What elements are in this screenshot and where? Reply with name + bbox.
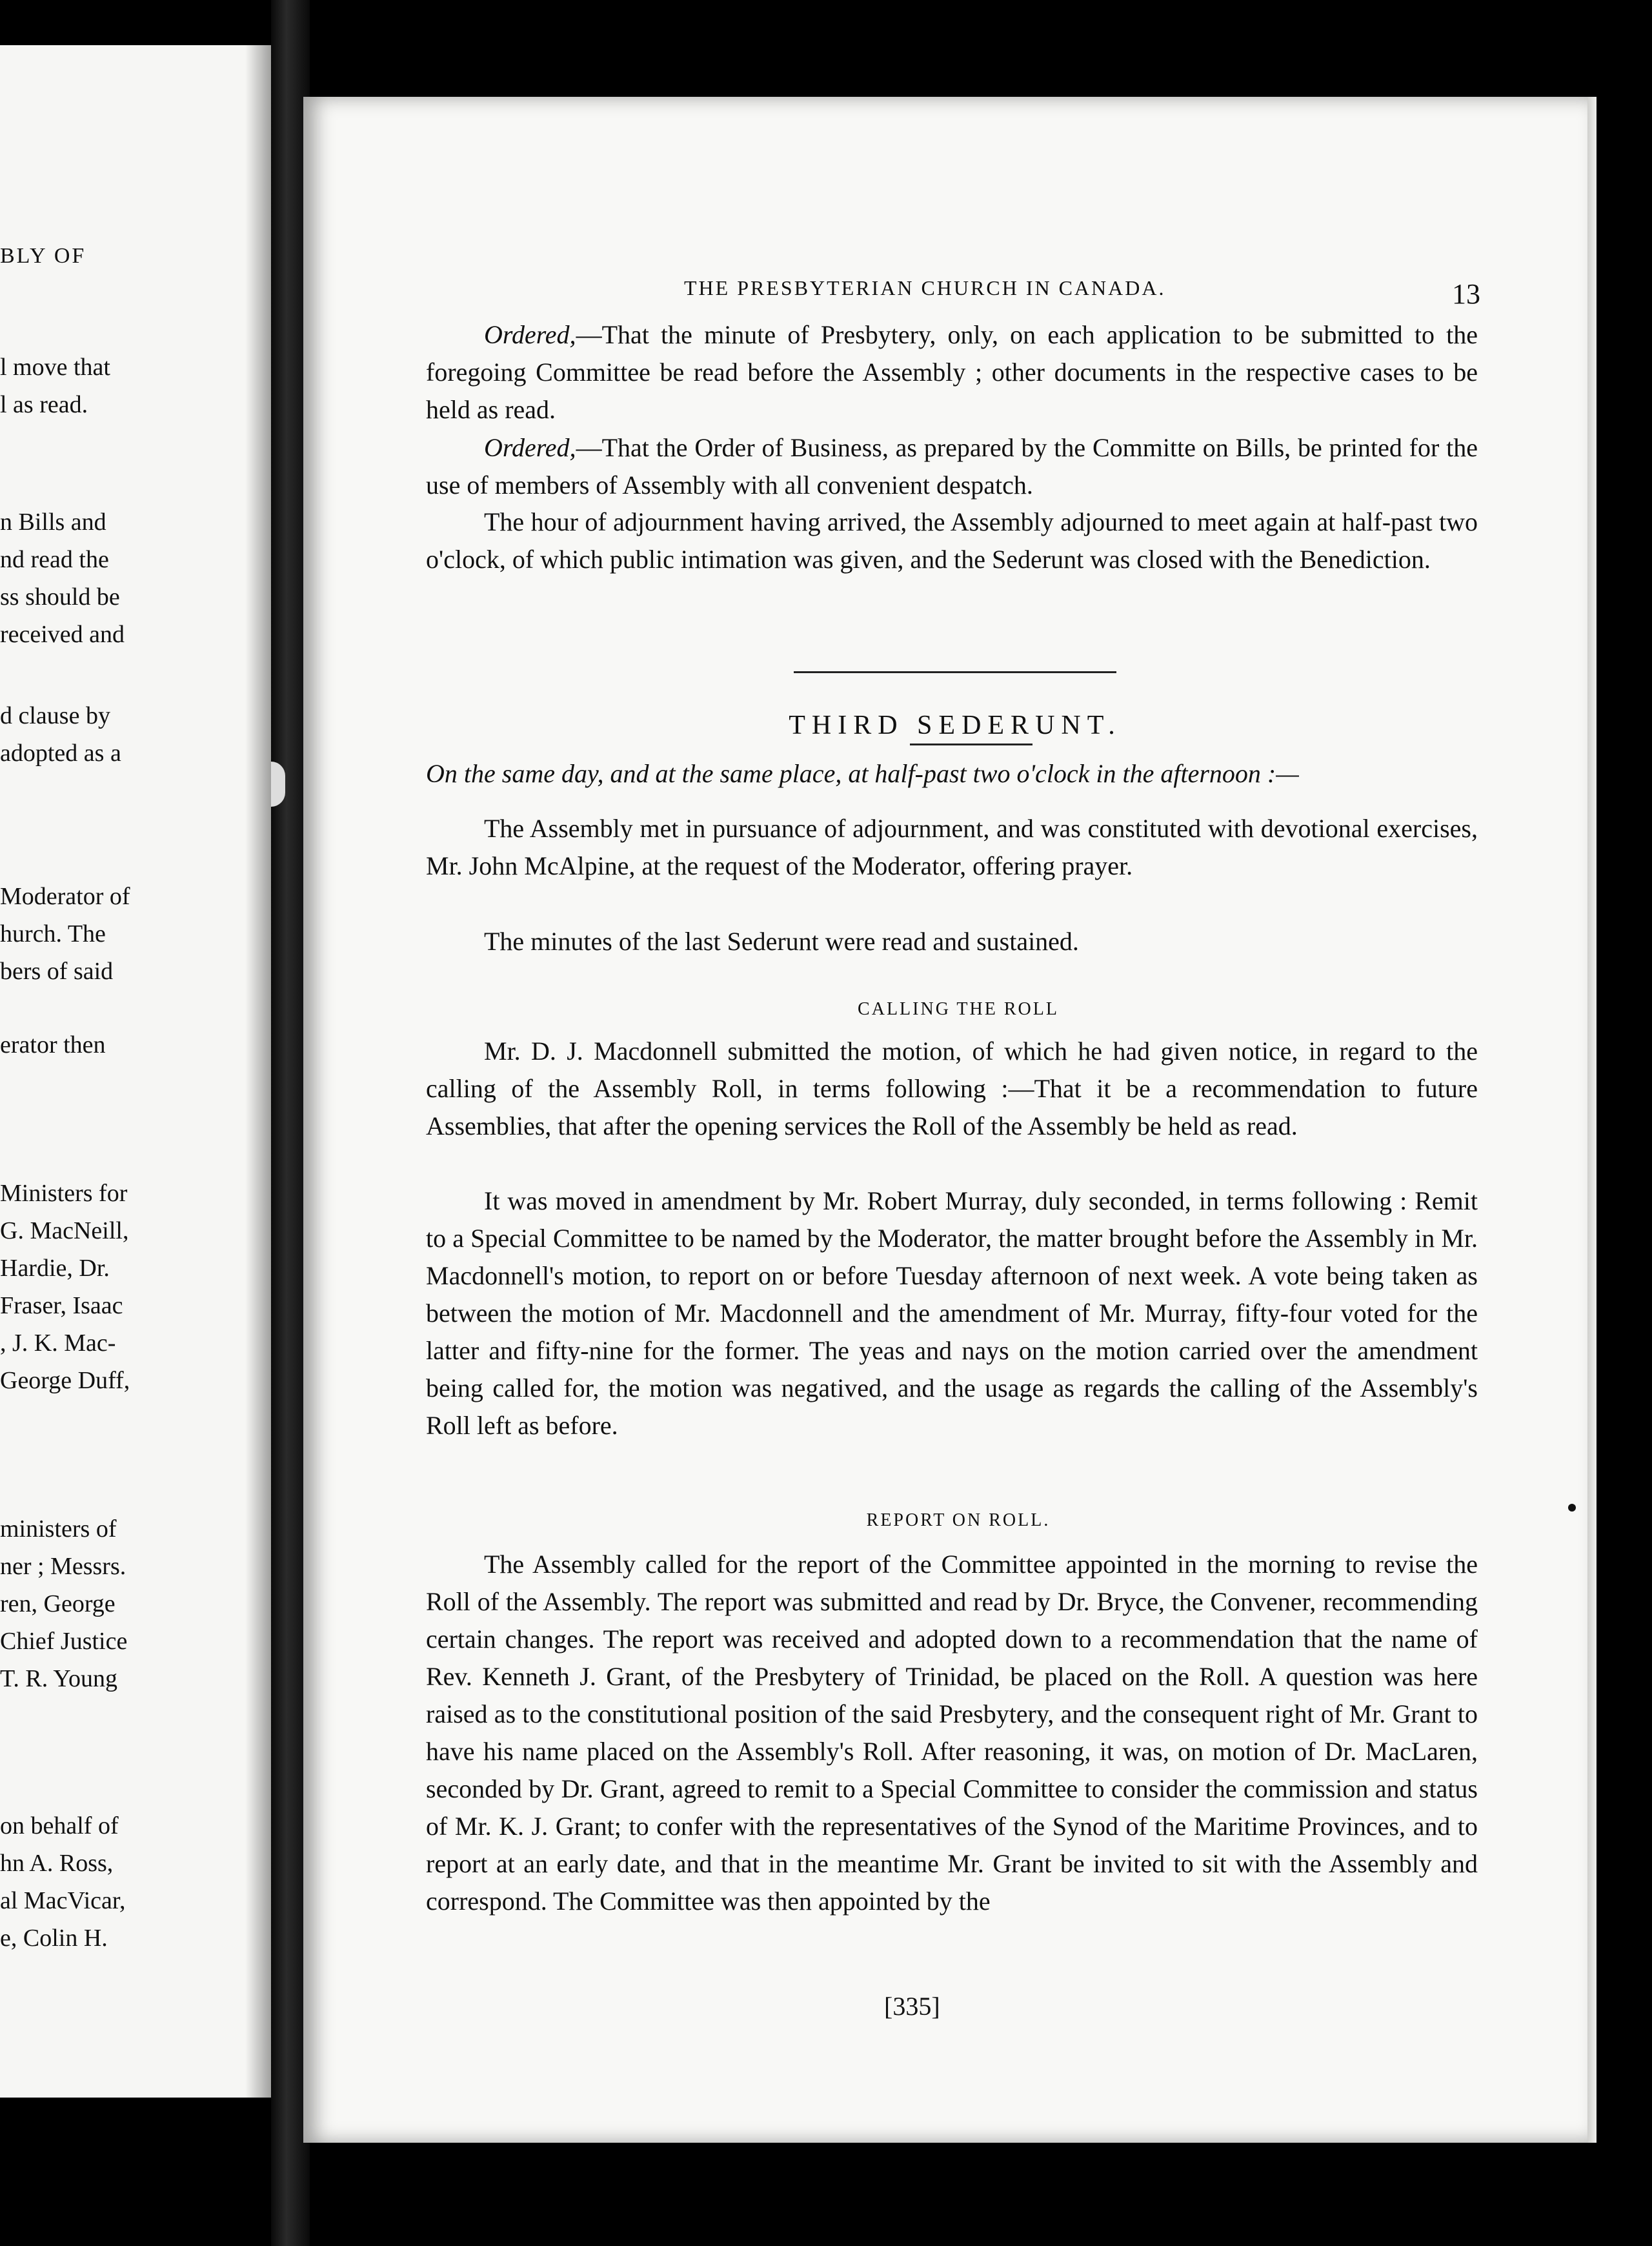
footer-page-marker: [335] xyxy=(884,1992,940,2021)
running-head: THE PRESBYTERIAN CHURCH IN CANADA. xyxy=(684,276,1166,299)
page-number: 13 xyxy=(1452,278,1480,310)
left-line: George Duff, xyxy=(0,1367,130,1394)
left-line: hn A. Ross, xyxy=(0,1850,114,1877)
left-line: Fraser, Isaac xyxy=(0,1292,123,1319)
title-underline xyxy=(910,744,1032,745)
paragraph-report-roll: The Assembly called for the report of the Committee appointed in the morning to revise the Roll of the Assembly. The report was submitted and read by Dr. Bryce, the Convener, recommending certain changes. The report was received and adopted down to a recommendation that the name of Rev. Kenneth J. Grant, of the Presbytery of Trinidad, be placed on the Roll. A question was here raised as to the constitutional position of the said Presbytery, and the consequent right of Mr. Grant to have his name placed on the Assembly's Roll. After reasoning, it was, on motion of Dr. MacLaren, seconded by Dr. Grant, agreed to remit to a Special Committee to consider the commission and status of Mr. K. J. Grant; to confer with the representatives of the Synod of the Maritime Provinces, and to report at an early date, and that in the meantime Mr. Grant be invited to sit with the Assembly and correspond. The Committee was then appointed by the xyxy=(426,1550,1478,1916)
spine-notch xyxy=(271,762,285,807)
left-line: Moderator of xyxy=(0,883,130,910)
paragraph-assembly-met: The Assembly met in pursuance of adjournment, and was constituted with devotional exercises, Mr. John McAlpine, at the request of the Moderator, offering prayer. xyxy=(426,814,1478,880)
left-line: ren, George xyxy=(0,1590,116,1617)
left-line: BLY OF xyxy=(0,244,86,268)
paragraph-adjournment: The hour of adjournment having arrived, the Assembly adjourned to meet again at half-past two o'clock, of which public intimation was given, and the Sederunt was closed with the Benediction. xyxy=(426,507,1478,574)
left-line: Hardie, Dr. xyxy=(0,1255,110,1282)
left-line: adopted as a xyxy=(0,740,121,767)
page-edge xyxy=(1587,97,1597,2143)
left-page-fragment xyxy=(0,45,271,2098)
subheading-calling-roll: CALLING THE ROLL xyxy=(858,999,1059,1019)
left-line: on behalf of xyxy=(0,1812,119,1839)
left-line: received and xyxy=(0,621,125,648)
paragraph-ordered-2 xyxy=(426,429,1478,504)
page-shadow xyxy=(245,45,271,2098)
left-line: hurch. The xyxy=(0,920,106,947)
paragraph-text: —That the minute of Presbytery, only, on each application to be submitted to the foregoing Committee be read before the Assembly ; other documents in the respective cases to be held as read. xyxy=(426,320,1478,424)
left-line: e, Colin H. xyxy=(0,1925,108,1952)
left-line: l move that xyxy=(0,354,110,381)
ink-speck xyxy=(1568,1504,1576,1512)
left-line: T. R. Young xyxy=(0,1665,117,1692)
left-line: nd read the xyxy=(0,546,109,573)
left-line: n Bills and xyxy=(0,509,106,536)
paragraph-ordered-1 xyxy=(426,316,1478,429)
left-line: ner ; Messrs. xyxy=(0,1553,126,1580)
left-line: ministers of xyxy=(0,1515,117,1543)
section-title: THIRD SEDERUNT. xyxy=(789,711,1122,740)
left-line: erator then xyxy=(0,1031,106,1058)
left-line: bers of said xyxy=(0,958,114,985)
left-line: Chief Justice xyxy=(0,1628,128,1655)
left-line: al MacVicar, xyxy=(0,1887,126,1914)
left-line: , J. K. Mac- xyxy=(0,1330,116,1357)
ordered-lead: Ordered, xyxy=(484,320,576,349)
left-line: G. MacNeill, xyxy=(0,1217,129,1244)
left-line: l as read. xyxy=(0,391,88,418)
paragraph-macdonnell-motion: Mr. D. J. Macdonnell submitted the motion, of which he had given notice, in regard to the calling of the Assembly Roll, in terms following :—That it be a recommendation to future Assemblies, that after the opening services the Roll of the Assembly be held as read. xyxy=(426,1037,1478,1140)
paragraph-minutes: The minutes of the last Sederunt were read and sustained. xyxy=(484,927,1079,956)
paragraph-amendment: It was moved in amendment by Mr. Robert Murray, duly seconded, in terms following : Remit to a Special Committee to be named by the Moderator, the matter brought before the Assembly in Mr. Macdonnell's motion, to report on or before Tuesday afternoon of next week. A vote being taken as between the motion of Mr. Macdonnell and the amendment of Mr. Murray, fifty-four voted for the latter and fifty-nine for the former. The yeas and nays on the motion carried over the amendment being called for, the motion was negatived, and the usage as regards the calling of the Assembly's Roll left as before. xyxy=(426,1186,1478,1440)
section-intro: On the same day, and at the same place, at half-past two o'clock in the afternoon :— xyxy=(426,759,1299,788)
section-divider xyxy=(794,671,1116,673)
left-line: Ministers for xyxy=(0,1180,128,1207)
subheading-report-roll: REPORT ON ROLL. xyxy=(866,1510,1051,1530)
left-line: d clause by xyxy=(0,702,110,729)
ordered-lead: Ordered, xyxy=(484,433,576,462)
paragraph-text: —That the Order of Business, as prepared by the Committe on Bills, be printed for the use of members of Assembly with all convenient despatch. xyxy=(426,433,1478,500)
left-line: ss should be xyxy=(0,583,120,611)
